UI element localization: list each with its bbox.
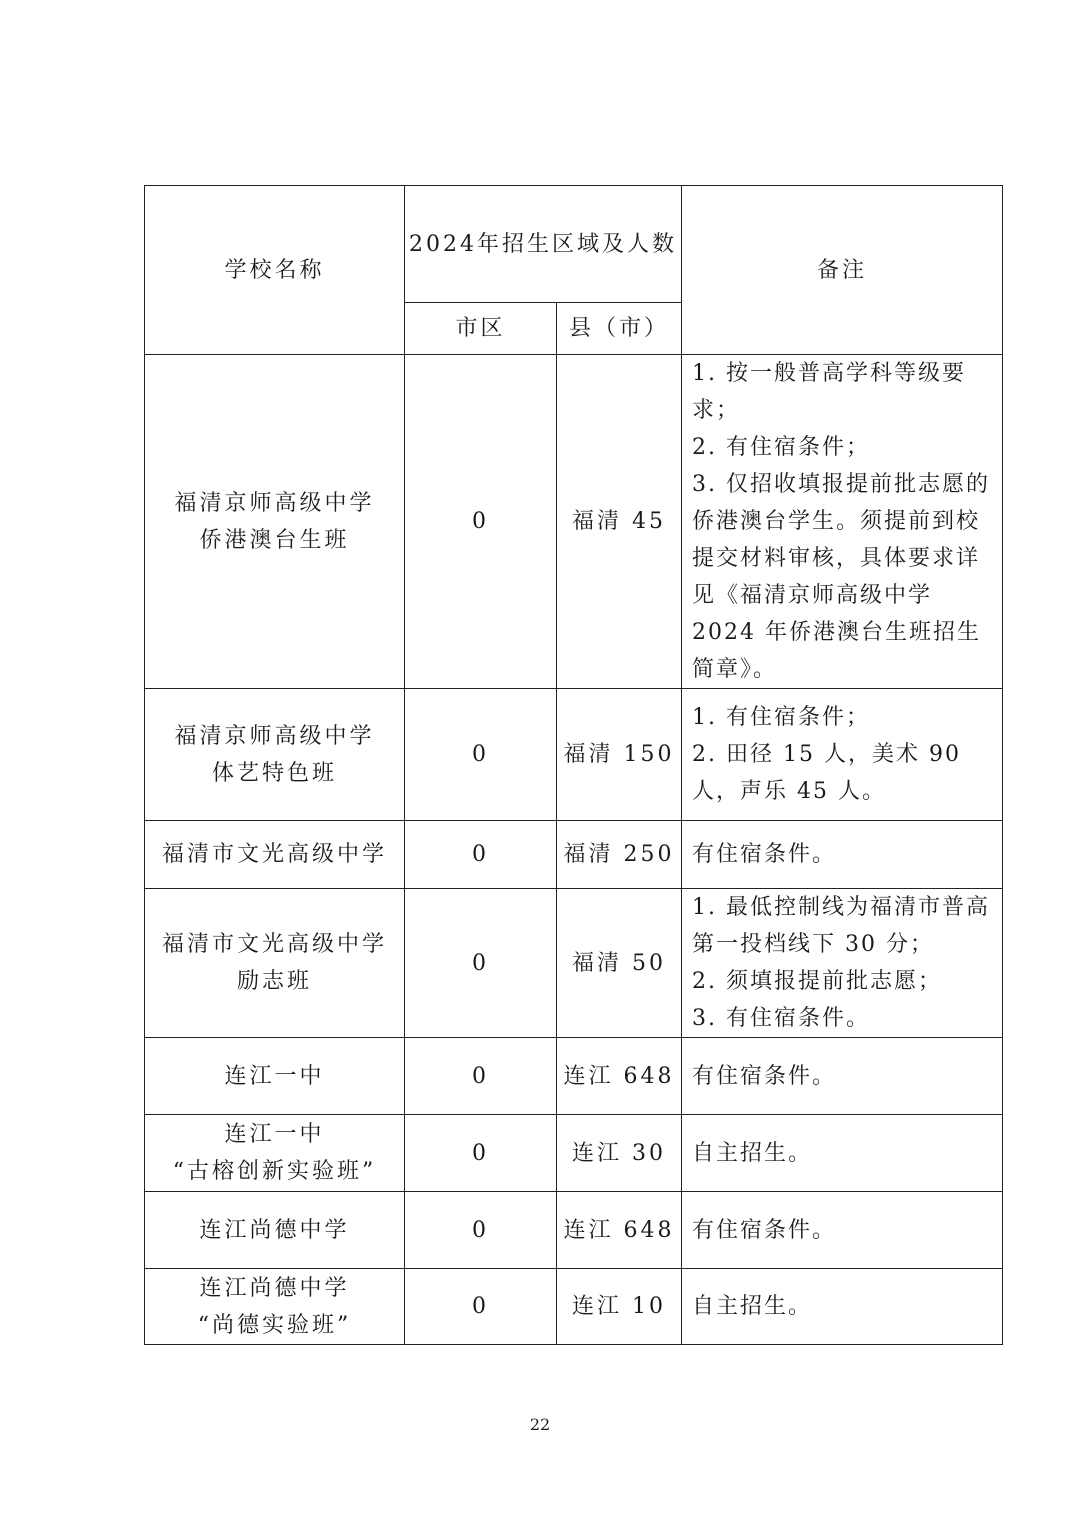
urban-cell: 0 xyxy=(405,889,557,1038)
header-notes: 备注 xyxy=(682,186,1003,355)
school-cell xyxy=(145,889,405,1038)
table-row xyxy=(145,689,1003,821)
school-class: “古榕创新实验班” xyxy=(172,1159,377,1184)
notes-cell xyxy=(682,689,1003,821)
county-cell: 福清 250 xyxy=(557,821,682,889)
header-urban: 市区 xyxy=(405,303,557,355)
school-cell xyxy=(145,689,405,821)
table-row xyxy=(145,1192,1003,1269)
county-cell: 连江 648 xyxy=(557,1192,682,1269)
note-line: 1. 有住宿条件； xyxy=(692,705,870,730)
urban-cell: 0 xyxy=(405,1269,557,1345)
header-row xyxy=(145,186,1003,303)
urban-cell: 0 xyxy=(405,1038,557,1115)
notes-cell xyxy=(682,821,1003,889)
school-name: 连江一中 xyxy=(224,1122,325,1147)
school-class: 体艺特色班 xyxy=(211,760,337,786)
note-line: 有住宿条件。 xyxy=(692,1063,837,1089)
school-name: 福清市文光高级中学 xyxy=(161,842,387,867)
school-class: 侨港澳台生班 xyxy=(199,527,350,553)
school-name: 福清京师高级中学 xyxy=(174,723,375,749)
urban-cell: 0 xyxy=(405,355,557,689)
note-line: 2. 田径 15 人，美术 90 人，声乐 45 人。 xyxy=(692,742,961,804)
county-cell: 福清 45 xyxy=(557,355,682,689)
school-name: 福清京师高级中学 xyxy=(174,490,375,516)
urban-cell: 0 xyxy=(405,1192,557,1269)
school-cell xyxy=(145,1269,405,1345)
table-row xyxy=(145,1269,1003,1345)
school-name: 连江一中 xyxy=(224,1063,325,1089)
school-cell xyxy=(145,1192,405,1269)
school-name: 连江尚德中学 xyxy=(199,1275,350,1301)
note-line: 有住宿条件。 xyxy=(692,842,837,867)
notes-cell xyxy=(682,355,1003,689)
header-county: 县（市） xyxy=(557,303,682,355)
note-line: 2. 有住宿条件； xyxy=(692,435,870,460)
table-row xyxy=(145,889,1003,1038)
school-name: 福清市文光高级中学 xyxy=(161,932,387,957)
notes-cell xyxy=(682,1115,1003,1192)
county-cell: 连江 10 xyxy=(557,1269,682,1345)
urban-cell: 0 xyxy=(405,821,557,889)
notes-cell xyxy=(682,889,1003,1038)
notes-cell xyxy=(682,1038,1003,1115)
urban-cell: 0 xyxy=(405,1115,557,1192)
enrollment-table xyxy=(144,185,1003,1345)
table-row xyxy=(145,1115,1003,1192)
table-row xyxy=(145,355,1003,689)
note-line: 有住宿条件。 xyxy=(692,1217,837,1243)
table-row xyxy=(145,1038,1003,1115)
county-cell: 福清 150 xyxy=(557,689,682,821)
note-line: 1. 按一般普高学科等级要求； xyxy=(692,361,966,423)
header-quota-group: 2024年招生区域及人数 xyxy=(405,186,682,303)
note-line: 自主招生。 xyxy=(692,1294,813,1319)
note-line: 1. 最低控制线为福清市普高第一投档线下 30 分； xyxy=(692,895,990,957)
note-line: 2. 须填报提前批志愿； xyxy=(692,969,942,994)
school-cell xyxy=(145,1115,405,1192)
notes-cell xyxy=(682,1192,1003,1269)
page-number: 22 xyxy=(529,1415,551,1434)
notes-cell xyxy=(682,1269,1003,1345)
header-school: 学校名称 xyxy=(145,186,405,355)
county-cell: 连江 648 xyxy=(557,1038,682,1115)
school-cell xyxy=(145,821,405,889)
county-cell: 连江 30 xyxy=(557,1115,682,1192)
school-class: 励志班 xyxy=(236,969,312,994)
school-cell xyxy=(145,355,405,689)
school-name: 连江尚德中学 xyxy=(199,1217,350,1243)
school-cell xyxy=(145,1038,405,1115)
note-line: 3. 有住宿条件。 xyxy=(692,1006,870,1031)
note-line: 自主招生。 xyxy=(692,1140,813,1166)
school-class: “尚德实验班” xyxy=(197,1312,352,1338)
urban-cell: 0 xyxy=(405,689,557,821)
table-row xyxy=(145,821,1003,889)
note-line: 3. 仅招收填报提前批志愿的侨港澳台学生。须提前到校提交材料审核，具体要求详见《福清京师高级中学2024 年侨港澳台生班招生简章》。 xyxy=(692,472,990,682)
county-cell: 福清 50 xyxy=(557,889,682,1038)
